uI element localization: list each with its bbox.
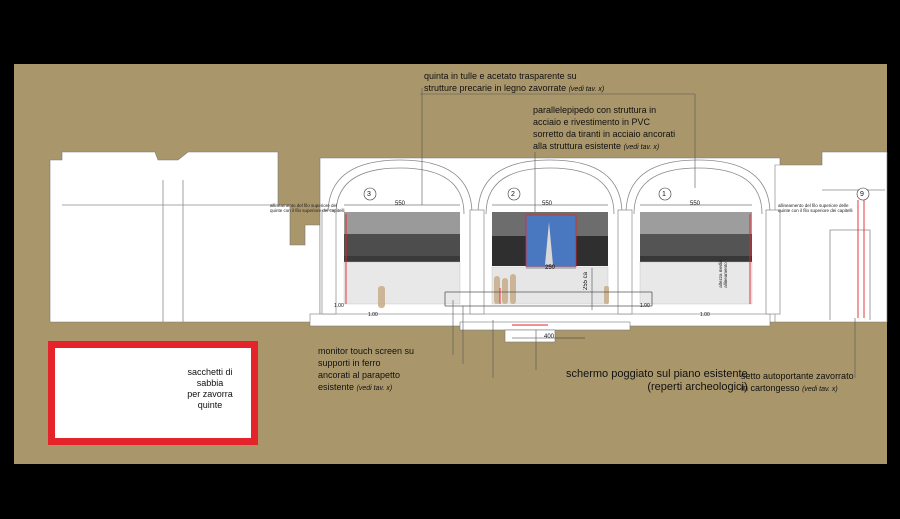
dimension-1-00-c: 1.00 xyxy=(640,303,650,309)
building-section xyxy=(50,152,887,342)
marker-2: 2 xyxy=(511,191,515,198)
dimension-1-00-b: 1.00 xyxy=(368,312,378,318)
dimension-255: 255 ca xyxy=(583,272,589,291)
dimension-1-00-a: 1.00 xyxy=(334,303,344,309)
note-quinta: quinta in tulle e acetato trasparente su strutture precarie in legno zavorrate (vedi tav. x) xyxy=(424,71,605,93)
height-note: altezza media allineamento xyxy=(718,260,728,288)
note-monitor: monitor touch screen su supporti in ferro ancorati al parapetto esistente (vedi tav. x) xyxy=(318,346,415,392)
note-parallelepipedo: parallelepipedo con struttura in acciaio e rivestimento in PVC sorretto da tiranti in acciaio ancorati alla struttura esistente (vedi tav. x) xyxy=(533,105,676,151)
dimension-550-right: 550 xyxy=(690,201,701,207)
dimension-550-center: 550 xyxy=(542,201,553,207)
dimension-400: 400 xyxy=(544,334,555,340)
note-schermo: schermo poggiato sul piano esistente (reperti archeologici) xyxy=(566,368,748,393)
alignment-note-left: allineamento del filo superiore del quinte con il filo superiore dei capitelli xyxy=(270,203,345,213)
marker-1: 1 xyxy=(662,191,666,198)
dimension-250: 250 xyxy=(545,265,556,271)
dimension-1-00-d: 1.00 xyxy=(700,312,710,318)
marker-3: 3 xyxy=(367,191,371,198)
alignment-note-right: allineamento del filo superiore delle quinte con il filo superiore dei capitelli xyxy=(778,203,853,213)
legend-box xyxy=(48,341,258,445)
dimension-550-left: 550 xyxy=(395,201,406,207)
photo-screens xyxy=(344,212,752,304)
marker-9: 9 xyxy=(860,191,864,198)
legend-text: sacchetti di sabbia per zavorra quinte xyxy=(187,367,233,410)
note-setto: setto autoportante zavorrato in cartongesso (vedi tav. x) xyxy=(741,371,854,393)
